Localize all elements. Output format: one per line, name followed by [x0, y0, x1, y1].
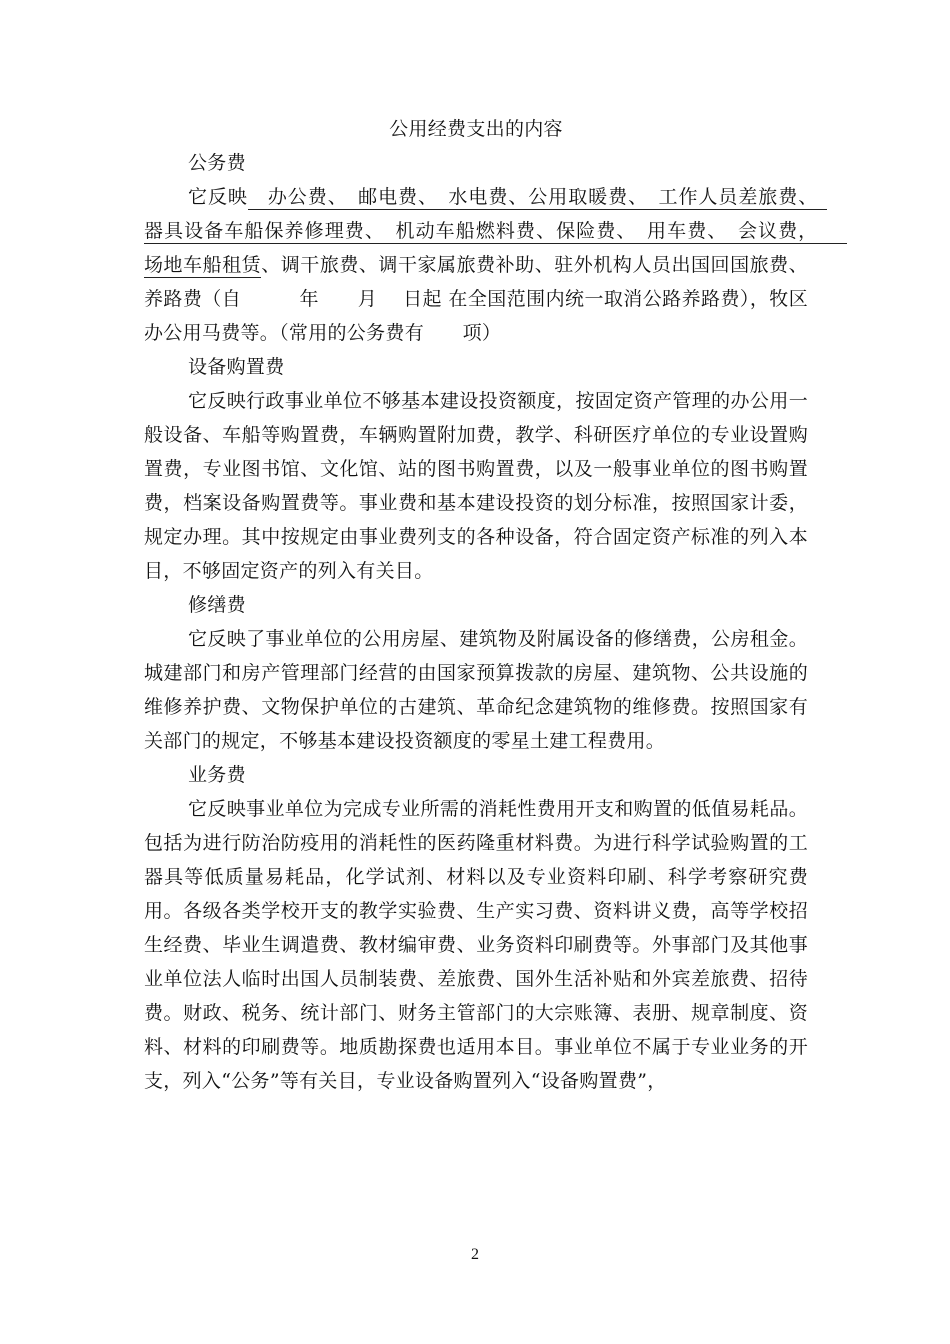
underlined-expense-list: 办公费、 邮电费、 水电费、公用取暖费、 工作人员差旅费、 器具设备车船保养修理费、 机动车船燃料费、保险费、 用车费、 会议费， 场地车船租赁 — [144, 186, 847, 276]
section-body-business: 它反映事业单位为完成专业所需的消耗性费用开支和购置的低值易耗品。包括为进行防治防疫用的消耗性的医药隆重材料费。为进行科学试验购置的工器具等低质量易耗品，化学试剂、材料以及专业资料印刷、科学考察研究费用。各级各类学校开支的教学实验费、生产实习费、资料讲义费，高等学校招生经费、毕业生调遣费、教材编审费、业务资料印刷费等。外事部门及其他事业单位法人临时出国人员制装费、差旅费、国外生活补贴和外宾差旅费、招待费。财政、税务、统计部门、财务主管部门的大宗账簿、表册、规章制度、资料、材料的印刷费等。地质勘探费也适用本目。事业单位不属于专业业务的开支，列入“公务”等有关目，专业设备购置列入“设备购置费”， — [144, 798, 808, 1092]
paragraph-lead: 它反映 — [188, 186, 248, 208]
section-body-repair: 它反映了事业单位的公用房屋、建筑物及附属设备的修缮费，公房租金。城建部门和房产管理部门经营的由国家预算拨款的房屋、建筑物、公共设施的维修养护费、文物保护单位的古建筑、革命纪念建筑物的维修费。按照国家有关部门的规定，不够基本建设投资额度的零星土建工程费用。 — [144, 628, 808, 752]
paragraph-rest: 、调干旅费、调干家属旅费补助、驻外机构人员出国回国旅费、养路费（自 年 月 日起 在全国范围内统一取消公路养路费），牧区办公用马费等。（常用的公务费有 项） — [144, 254, 808, 344]
section-heading-business: 业务费 — [188, 764, 246, 786]
section-heading-office-expenses: 公务费 — [188, 152, 246, 174]
page-number: 2 — [471, 1246, 479, 1263]
section-heading-equipment-purchase: 设备购置费 — [188, 356, 285, 378]
section-body-equipment-purchase: 它反映行政事业单位不够基本建设投资额度，按固定资产管理的办公用一般设备、车船等购置费，车辆购置附加费，教学、科研医疗单位的专业设置购置费，专业图书馆、文化馆、站的图书购置费，以及一般事业单位的图书购置费，档案设备购置费等。事业费和基本建设投资的划分标准，按照国家计委，规定办理。其中按规定由事业费列支的各种设备，符合固定资产标准的列入本目，不够固定资产的列入有关目。 — [144, 390, 808, 582]
section-heading-repair: 修缮费 — [188, 594, 246, 616]
section-body-office-expenses — [144, 180, 847, 350]
document-body — [144, 112, 847, 1098]
document-title: 公用经费支出的内容 — [389, 118, 563, 140]
